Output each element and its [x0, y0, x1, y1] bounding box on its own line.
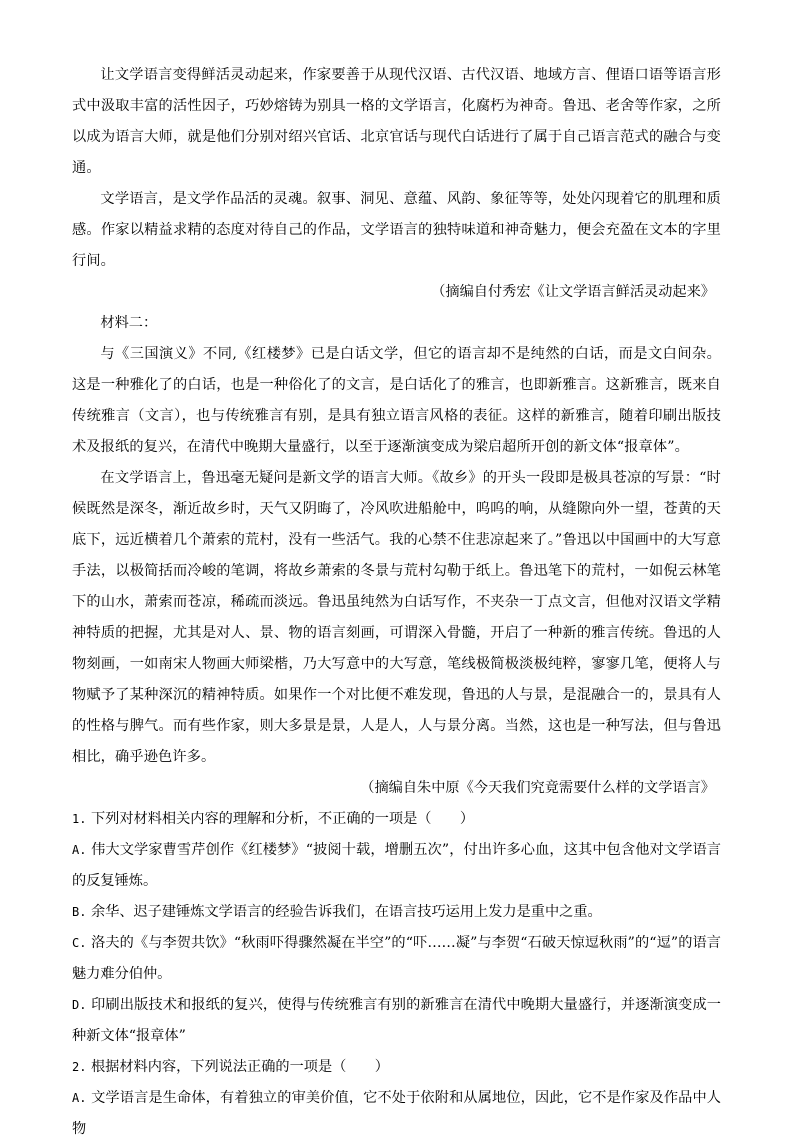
question-2-number: 2.: [72, 1060, 87, 1074]
material-one-paragraph-2: 文学语言，是文学作品活的灵魂。叙事、洞见、意蕴、风韵、象征等等，处处闪现着它的肌理和质感。作家以精益求精的态度对待自己的作品，文学语言的独特味道和神奇魅力，便会充盈在文本的字里行间。: [72, 191, 721, 269]
question-2-stem: [72, 1052, 721, 1083]
option-text: 洛夫的《与李贺共饮》“秋雨吓得骤然凝在半空”的“吓……凝”与李贺“石破天惊逗秋雨”的“逗”的语言魅力难分伯仲。: [72, 935, 721, 982]
question-1-stem: [72, 804, 721, 835]
option-letter: D.: [72, 998, 87, 1012]
material-one-paragraph-1: 让文学语言变得鲜活灵动起来，作家要善于从现代汉语、古代汉语、地域方言、俚语口语等语言形式中汲取丰富的活性因子，巧妙熔铸为别具一格的文学语言，化腐朽为神奇。鲁迅、老舍等作家，之所以成为语言大师，就是他们分别对绍兴官话、北京官话与现代白话进行了属于自己语言范式的融合与变通。: [72, 67, 721, 176]
material-two-paragraph-2: 在文学语言上，鲁迅毫无疑问是新文学的语言大师。《故乡》的开头一段即是极具苍凉的写景：“时候既然是深冬，渐近故乡时，天气又阴晦了，冷风吹进船舱中，呜呜的响，从缝隙向外一望，苍黄的天底下，远近横着几个萧索的荒村，没有一些活气。我的心禁不住悲凉起来了。”鲁迅以中国画中的大写意手法，以极简括而冷峻的笔调，将故乡萧索的冬景与荒村勾勒于纸上。鲁迅笔下的荒村，一如倪云林笔下的山水，萧索而苍凉，稀疏而淡远。鲁迅虽纯然为白话写作，不夹杂一丁点文言，但他对汉语文学精神特质的把握，尤其是对人、景、物的语言刻画，可谓深入骨髓，开启了一种新的雅言传统。鲁迅的人物刻画，一如南宋人物画大师梁楷，乃大写意中的大写意，笔线极简极淡极纯粹，寥寥几笔，便将人与物赋予了某种深沉的精神特质。如果作一个对比便不难发现，鲁迅的人与景，是混融合一的，景具有人的性格与脾气。而有些作家，则大多景是景，人是人，人与景分离。当然，这也是一种写法，但与鲁迅相比，确乎逊色许多。: [72, 470, 721, 765]
question-1-text: 下列对材料相关内容的理解和分析，不正确的一项是（ ）: [90, 811, 475, 827]
option-letter: A.: [72, 1091, 87, 1105]
question-1-option-a: [72, 835, 721, 897]
option-letter: B.: [72, 905, 87, 919]
option-letter: A.: [72, 843, 87, 857]
material-two-source: （摘编自朱中原《今天我们究竟需要什么样的文学语言》: [360, 780, 715, 796]
option-letter: C.: [72, 936, 87, 950]
option-text: 印刷出版技术和报纸的复兴，使得与传统雅言有别的新雅言在清代中晚期大量盛行，并逐渐演变成一种新文体“报章体”: [72, 997, 721, 1044]
option-text: 文学语言是生命体，有着独立的审美价值，它不处于依附和从属地位，因此，它不是作家及作品中人物: [72, 1090, 721, 1137]
material-two-heading: 材料二：: [100, 315, 158, 331]
question-1-option-d: [72, 990, 721, 1052]
material-two-paragraph-1: 与《三国演义》不同,《红楼梦》已是白话文学，但它的语言却不是纯然的白话，而是文白间杂。这是一种雅化了的白话，也是一种俗化了的文言，是白话化了的雅言，也即新雅言。这新雅言，既来自传统雅言（文言），也与传统雅言有别，是具有独立语言风格的表征。这样的新雅言，随着印刷出版技术及报纸的复兴，在清代中晚期大量盛行，以至于逐渐演变成为梁启超所开创的新文体“报章体”。: [72, 346, 721, 455]
option-text: 余华、迟子建锤炼文学语言的经验告诉我们，在语言技巧运用上发力是重中之重。: [90, 904, 602, 920]
question-1-number: 1.: [72, 812, 87, 826]
material-one-source: （摘编自付秀宏《让文学语言鲜活灵动起来》: [431, 284, 715, 300]
question-1-option-b: [72, 897, 721, 928]
question-2-text: 根据材料内容，下列说法正确的一项是（ ）: [90, 1059, 389, 1075]
document-page: [72, 60, 721, 1145]
question-2-option-a: [72, 1083, 721, 1145]
option-text: 伟大文学家曹雪芹创作《红楼梦》“披阅十载，增删五次”，付出许多心血，这其中包含他对文学语言的反复锤炼。: [72, 842, 721, 889]
question-1-option-c: [72, 928, 721, 990]
